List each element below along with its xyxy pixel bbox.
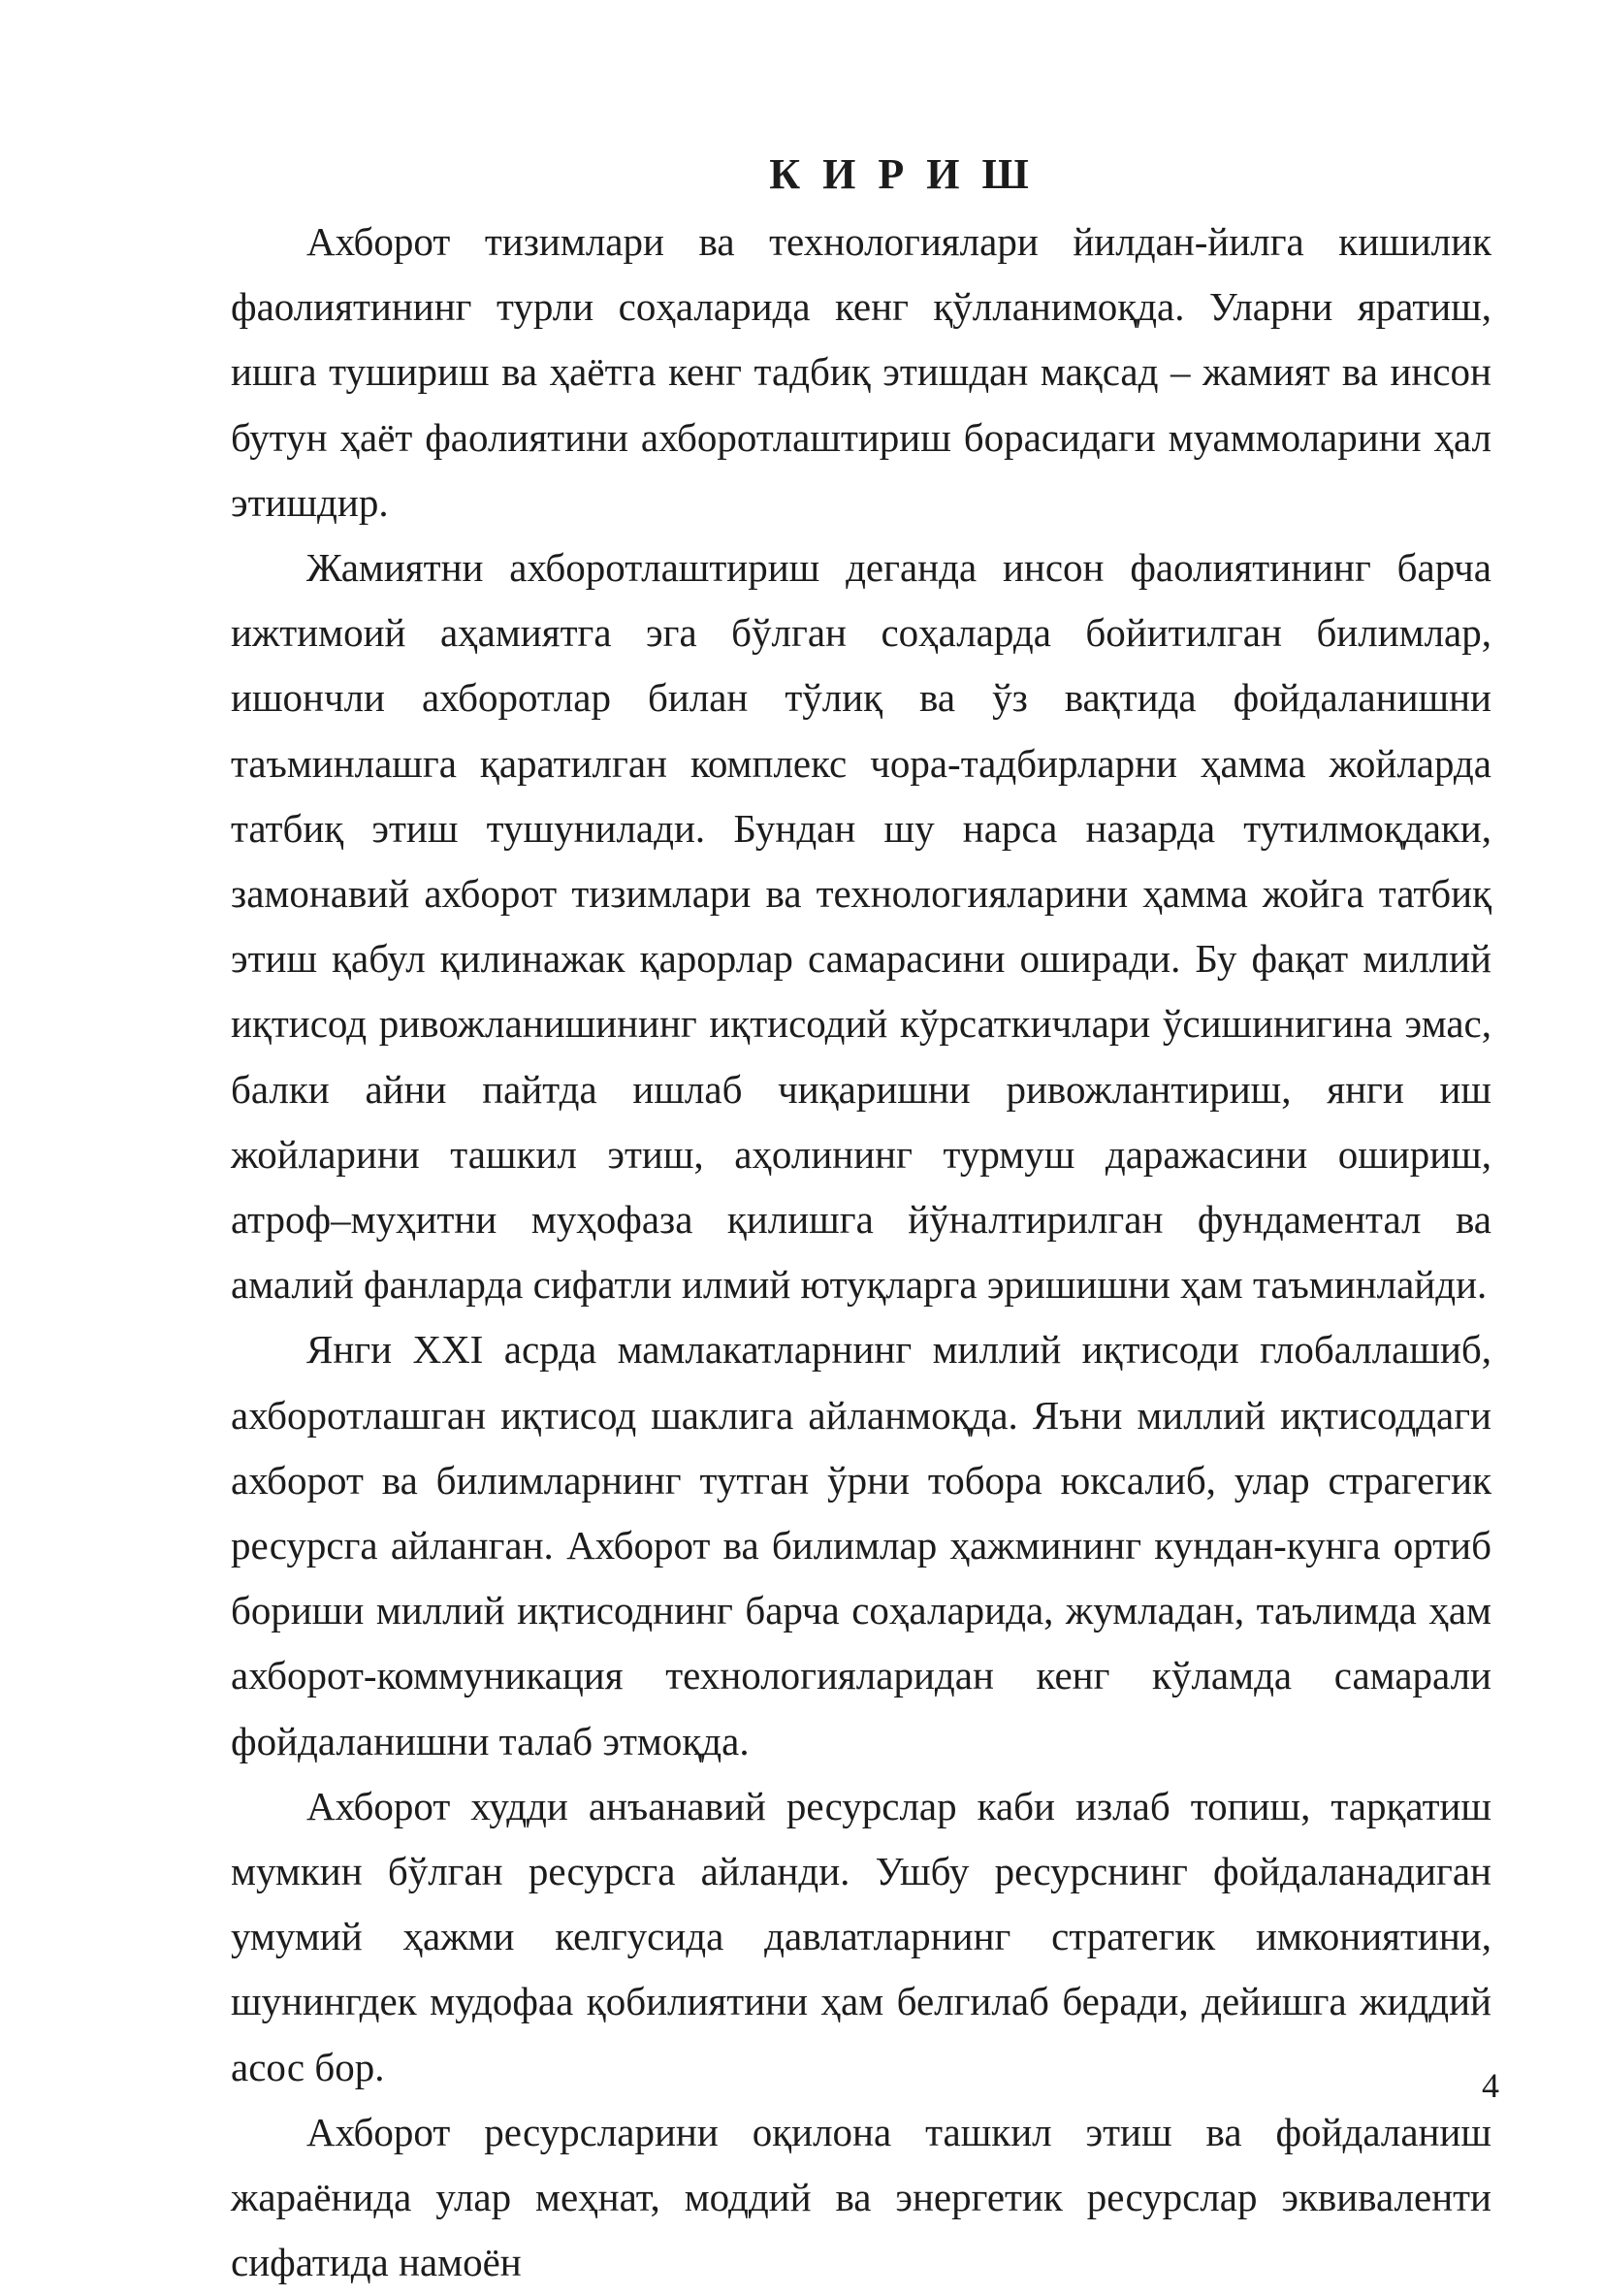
page-number: 4: [1482, 2066, 1499, 2105]
paragraph-4: Ахборот худди анъанавий ресурслар каби излаб топиш, тарқатиш мумкин бўлган ресурсга айланди. Ушбу ресурснинг фойдаланадиган умумий ҳажми келгусида давлатларнинг стратегик имкониятини, шунингдек мудофаа қобилиятини ҳам белгилаб беради, дейишга жиддий асос бор.: [231, 1783, 1491, 2089]
paragraph-3: Янги XXI асрда мамлакатларнинг миллий иқтисоди глобаллашиб, ахборотлашган иқтисод шаклига айланмоқда. Яъни миллий иқтисоддаги ахборот ва билимларнинг тутган ўрни тобора юксалиб, улар страгегик ресурсга айланган. Ахборот ва билимлар ҳажмининг кундан-кунга ортиб бориши миллий иқтисоднинг барча соҳаларида, жумладан, таълимда ҳам ахборот-коммуникация технологияларидан кенг кўламда самарали фойдаланишни талаб этмоқда.: [231, 1327, 1491, 1763]
paragraph-1: Ахборот тизимлари ва технологиялари йилдан-йилга кишилик фаолиятининг турли соҳаларида кенг қўлланимоқда. Уларни яратиш, ишга тушириш ва ҳаётга кенг тадбиқ этишдан мақсад – жамият ва инсон бутун ҳаёт фаолиятини ахборотлаштириш борасидаги муаммоларини ҳал этишдир.: [231, 219, 1491, 525]
body-text: [231, 210, 1491, 2296]
paragraph-5: Ахборот ресурсларини оқилона ташкил этиш ва фойдаланиш жараёнида улар меҳнат, моддий ва энергетик ресурслар эквиваленти сифатида намоён: [231, 2109, 1491, 2285]
paragraph-2: Жамиятни ахборотлаштириш деганда инсон фаолиятининг барча ижтимоий аҳамиятга эга бўлган соҳаларда бойитилган билимлар, ишончли ахборотлар билан тўлиқ ва ўз вақтида фойдаланишни таъминлашга қаратилган комплекс чора-тадбирларни ҳамма жойларда татбиқ этиш тушунилади. Бундан шу нарса назарда тутилмоқдаки, замонавий ахборот тизимлари ва технологияларини ҳамма жойга татбиқ этиш қабул қилинажак қарорлар самарасини оширади. Бу фақат миллий иқтисод ривожланишининг иқтисодий кўрсаткичлари ўсишинигина эмас, балки айни пайтда ишлаб чиқаришни ривожлантириш, янги иш жойларини ташкил этиш, аҳолининг турмуш даражасини ошириш, атроф–муҳитни муҳофаза қилишга йўналтирилган фундаментал ва амалий фанларда сифатли илмий ютуқларга эришишни ҳам таъминлайди.: [231, 545, 1491, 1308]
page-title: К И Р И Ш: [769, 150, 1035, 198]
